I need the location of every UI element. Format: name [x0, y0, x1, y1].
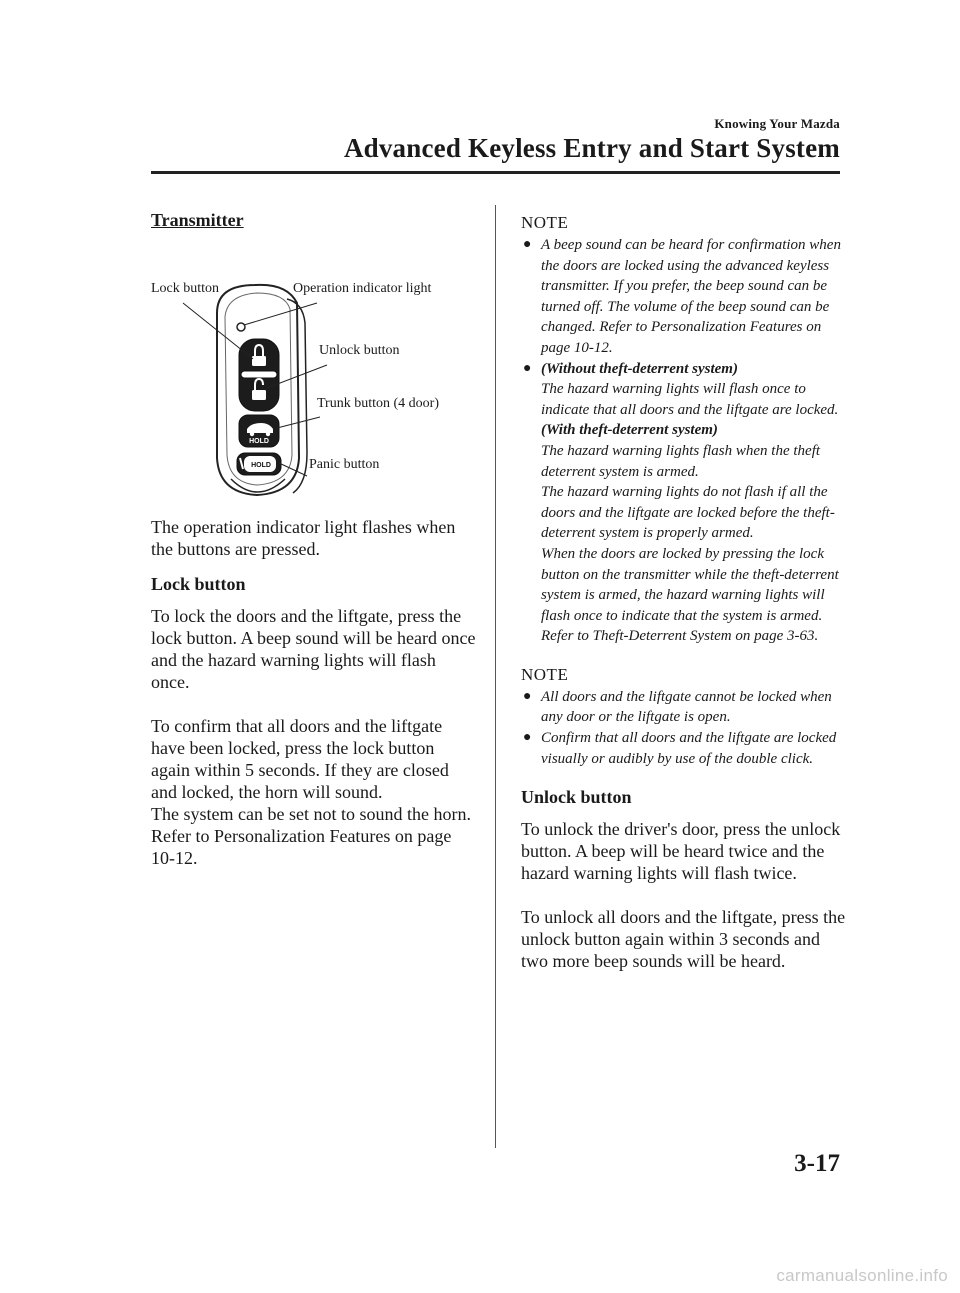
right-column	[521, 213, 851, 972]
page-number: 3-17	[794, 1150, 840, 1177]
page-title: Advanced Keyless Entry and Start System	[343, 133, 840, 163]
pod-divider	[241, 371, 277, 378]
note-item: ● Confirm that all doors and the liftgate are locked visually or audibly by use of the double click.	[523, 730, 837, 767]
lock-paragraph-1: To lock the doors and the liftgate, press the lock button. A beep sound will be heard once and the hazard warning lights will flash once.	[151, 606, 476, 692]
bullet-icon: ●	[523, 688, 532, 704]
note-item: ● A beep sound can be heard for confirmation when the doors are locked using the advanced keyless transmitter. If you prefer, the beep sound can be turned off. The volume of the beep sound can be changed. Refer to Personalization Features on page 10-12.	[523, 237, 841, 356]
note-list-1	[521, 235, 851, 647]
transmitter-figure	[147, 243, 467, 508]
note-item: ● (Without theft-deterrent system) The hazard warning lights will flash once to indicate that all doors and the liftgate are locked. (With theft-deterrent system) The hazard warning lights flash when the theft deterrent system is armed. The hazard warning lights do not flash if all the doors and the liftgate are locked before the theft-deterrent system is properly armed. When the doors are locked by pressing the lock button on the transmitter while the theft-deterrent system is armed, the hazard warning lights will flash once to indicate that the system is armed. Refer to Theft-Deterrent System on page 3-63.	[521, 359, 851, 647]
watermark: carmanualsonline.info	[776, 1266, 948, 1285]
callout-trunk-button: Trunk button (4 door)	[317, 396, 439, 411]
lock-paragraph-2c: Refer to Personalization Features on page 10-12.	[151, 826, 452, 868]
callout-unlock-button: Unlock button	[319, 343, 400, 358]
note-heading-1: NOTE	[521, 213, 569, 232]
header-rule	[151, 171, 840, 174]
lock-paragraph-2a: To confirm that all doors and the liftgate have been locked, press the lock button again within 5 seconds. If they are closed and locked, the horn will sound.	[151, 716, 449, 802]
column-divider	[495, 205, 496, 1148]
operation-indicator-light	[237, 323, 245, 331]
note-heading-2: NOTE	[521, 664, 569, 684]
note-item: ● All doors and the liftgate cannot be locked when any door or the liftgate is open.	[523, 688, 832, 726]
condition-label: (With theft-deterrent system)	[541, 422, 718, 439]
left-column	[151, 210, 476, 869]
callout-operation-indicator: Operation indicator light	[293, 281, 432, 296]
callout-lock-button: Lock button	[151, 281, 220, 296]
callout-panic-button: Panic button	[309, 457, 380, 472]
bullet-icon: ●	[523, 237, 532, 252]
note-list-2	[521, 687, 851, 769]
hold-label-trunk: HOLD	[249, 438, 269, 445]
transmitter-heading: Transmitter	[151, 210, 244, 230]
unlock-paragraph-1: To unlock the driver's door, press the unlock button. A beep will be heard twice and the hazard warning lights will flash twice.	[521, 819, 841, 884]
header-section-label: Knowing Your Mazda	[714, 116, 840, 131]
lock-paragraph-2b: The system can be set not to sound the horn.	[151, 804, 471, 824]
condition-label: (Without theft-deterrent system)	[541, 360, 738, 377]
lock-button-heading: Lock button	[151, 574, 246, 594]
bullet-icon: ●	[523, 360, 532, 376]
unlock-button-heading: Unlock button	[521, 787, 632, 808]
intro-paragraph: The operation indicator light flashes when the buttons are pressed.	[151, 517, 456, 559]
bullet-icon: ●	[523, 730, 532, 746]
hold-label-panic: HOLD	[251, 462, 271, 469]
unlock-paragraph-2: To unlock all doors and the liftgate, press the unlock button again within 3 seconds and two more beep sounds will be heard.	[521, 907, 846, 972]
